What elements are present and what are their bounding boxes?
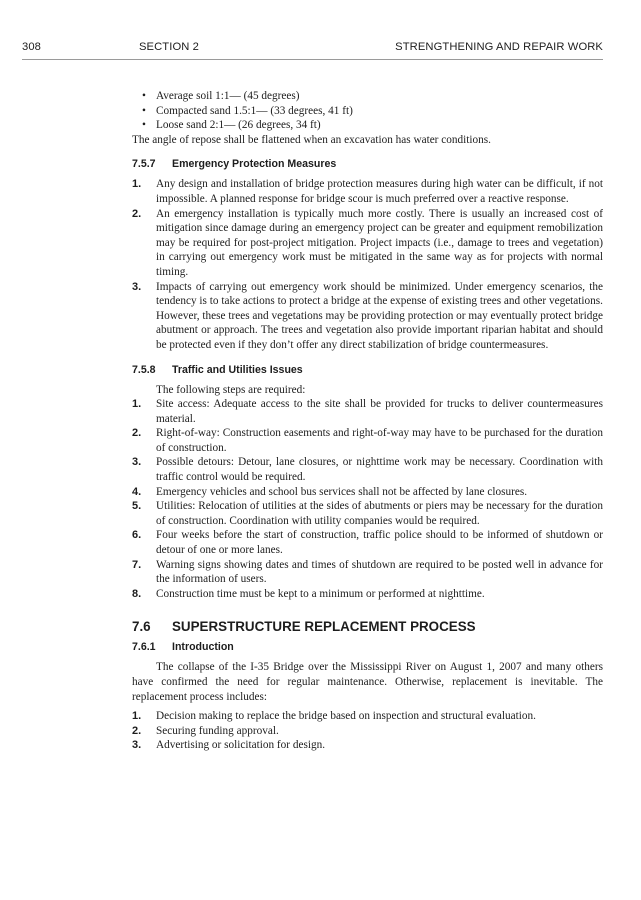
bullet-item: • Compacted sand 1.5:1— (33 degrees, 41 ft): [132, 104, 603, 119]
item-text: Decision making to replace the bridge based on inspection and structural evaluation.: [156, 710, 536, 723]
list-item: [132, 709, 603, 724]
section-number: 7.6: [132, 619, 151, 635]
item-number: 8.: [132, 587, 142, 600]
section-number: 7.5.7: [132, 158, 156, 171]
item-number: 4.: [132, 485, 142, 498]
page-number: 308: [22, 41, 41, 53]
item-text: Emergency vehicles and school bus services shall not be affected by lane closures.: [156, 485, 528, 498]
item-text: Utilities: Relocation of utilities at the sides of abutments or piers may be necessary for the duration of construction. Coordination with utility companies would be required.: [156, 500, 603, 527]
repose-note: The angle of repose shall be flattened when an excavation has water conditions.: [132, 133, 491, 146]
item-text: Impacts of carrying out emergency work should be minimized. Under emergency scenarios, the tendency is to take actions to protect a bridge at the expense of existing trees and other vegetations. However, these trees and vegetations may be providing protection or may eventually protect bridge abutment or approach. The trees and vegetation also provide important riparian habitat and should be protected even if they don’t offer any direct stabilization of bridge countermeasures.: [156, 280, 603, 351]
traffic-steps-list: [132, 397, 603, 601]
item-text: An emergency installation is typically much more costly. There is usually an increased cost of mitigation since damage during an emergency project can be greater and equipment remobilization may be required for post-project mitigation. Project impacts (i.e., damage to trees and vegetation) in carrying out emergency work must be mitigated in the same way as for projects with normal timing.: [156, 207, 603, 278]
slope-bullet-list: [132, 89, 603, 133]
item-number: 2.: [132, 207, 142, 220]
list-item: [132, 177, 603, 206]
item-number: 7.: [132, 558, 142, 571]
item-number: 3.: [132, 456, 142, 469]
list-item: [132, 485, 603, 500]
list-item: [132, 455, 603, 484]
page-body: [132, 89, 603, 753]
steps-intro: The following steps are required:: [156, 383, 306, 396]
section-heading-7-6-1: [132, 640, 603, 655]
item-number: 5.: [132, 500, 142, 513]
list-item: [132, 724, 603, 739]
list-item: [132, 207, 603, 280]
chapter-title: STRENGTHENING AND REPAIR WORK: [395, 41, 603, 53]
item-number: 3.: [132, 280, 142, 293]
list-item: [132, 280, 603, 353]
list-item: [132, 558, 603, 587]
item-text: Construction time must be kept to a minimum or performed at nighttime.: [156, 587, 485, 600]
section-title: Introduction: [172, 641, 234, 654]
item-number: 1.: [132, 178, 142, 191]
item-number: 1.: [132, 398, 142, 411]
section-title: Traffic and Utilities Issues: [172, 363, 303, 376]
list-item: [132, 738, 603, 753]
list-item: [132, 397, 603, 426]
item-text: Securing funding approval.: [156, 724, 279, 737]
section-heading-7-5-8: [132, 363, 603, 378]
section-heading-7-5-7: [132, 157, 603, 172]
item-text: Possible detours: Detour, lane closures, or nighttime work may be necessary. Coordination with traffic control would be required.: [156, 456, 603, 484]
item-number: 3.: [132, 739, 142, 752]
section-title: Emergency Protection Measures: [172, 158, 337, 171]
section-number: 7.6.1: [132, 641, 156, 654]
item-text: Any design and installation of bridge protection measures during high water can be difficult, if not impossible. A planned response for bridge scour is much preferred over a reactive response.: [156, 178, 603, 205]
section-heading-7-6: [132, 618, 603, 635]
item-text: Site access: Adequate access to the site shall be provided for trucks to deliver countermeasures material.: [156, 398, 603, 425]
item-number: 2.: [132, 724, 142, 737]
section-label: SECTION 2: [139, 41, 199, 53]
list-item: [132, 426, 603, 455]
bullet-item: • Average soil 1:1— (45 degrees): [132, 89, 603, 104]
bullet-item: • Loose sand 2:1— (26 degrees, 34 ft): [132, 118, 603, 133]
section-number: 7.5.8: [132, 363, 156, 376]
list-item: [132, 587, 603, 602]
item-text: Advertising or solicitation for design.: [156, 739, 326, 752]
list-item: [132, 499, 603, 528]
running-head: [22, 41, 603, 57]
item-text: Right-of-way: Construction easements and right-of-way may have to be purchased for the duration of construction.: [156, 427, 603, 454]
emergency-measures-list: [132, 177, 603, 352]
item-number: 6.: [132, 529, 142, 542]
item-number: 1.: [132, 710, 142, 723]
section-title: SUPERSTRUCTURE REPLACEMENT PROCESS: [172, 619, 476, 635]
introduction-paragraph: The collapse of the I-35 Bridge over the Mississippi River on August 1, 2007 and many others have confirmed the need for regular maintenance. Otherwise, replacement is inevitable. The replacement process includes:: [132, 661, 603, 703]
item-text: Four weeks before the start of construction, traffic police should to be informed of shutdown or detour of one or more lanes.: [156, 529, 603, 557]
item-number: 2.: [132, 427, 142, 440]
list-item: [132, 528, 603, 557]
item-text: Warning signs showing dates and times of shutdown are required to be posted well in advance for the information of users.: [156, 558, 603, 586]
header-rule: [22, 59, 603, 60]
replacement-process-list: [132, 709, 603, 753]
